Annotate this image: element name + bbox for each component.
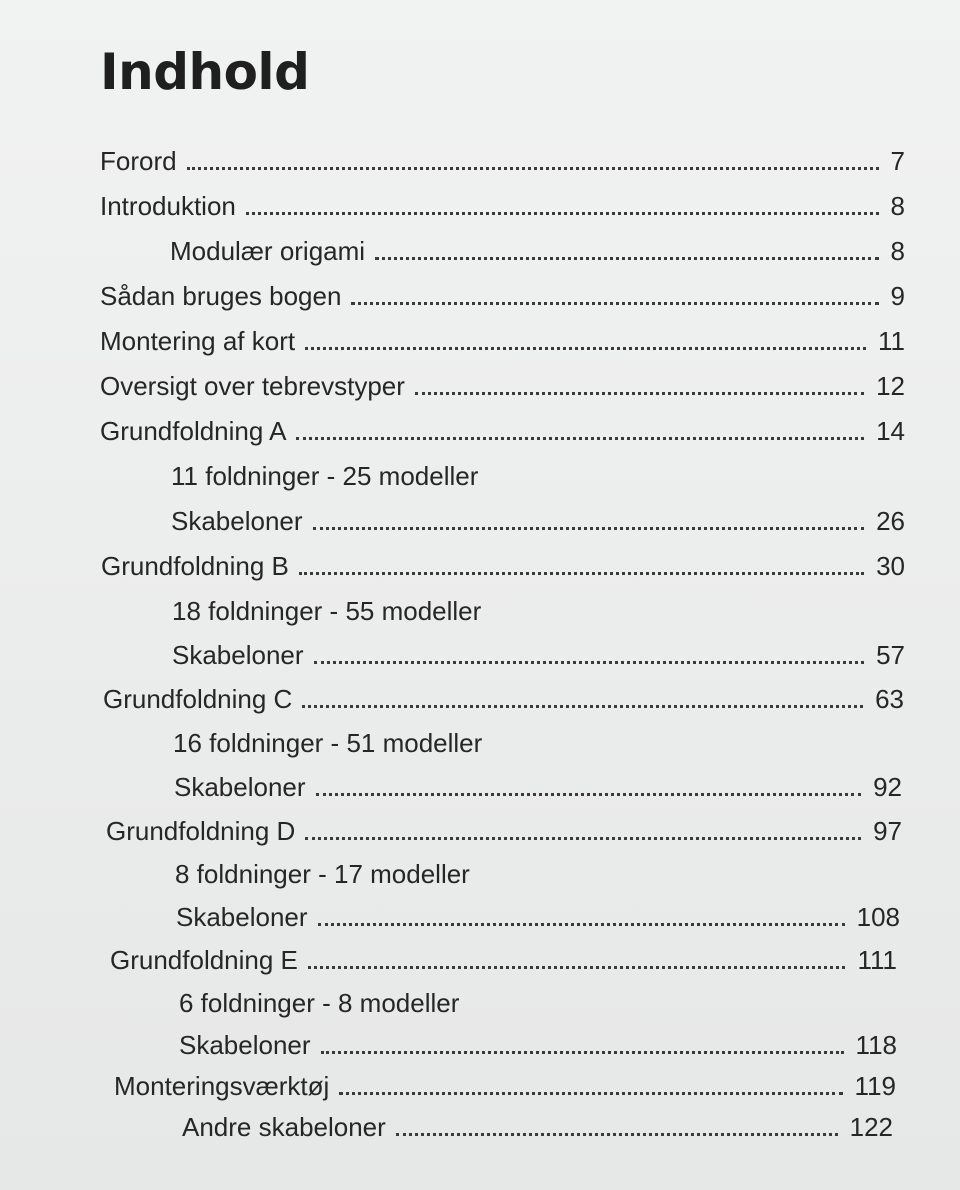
toc-entry-label: Oversigt over tebrevstyper <box>100 371 405 401</box>
toc-entry-grundfoldning-d[interactable] <box>106 813 902 849</box>
toc-entry-page: 11 <box>878 326 905 356</box>
toc-entry-label: Montering af kort <box>100 326 296 356</box>
toc-entry-skabeloner-c[interactable] <box>174 769 902 805</box>
toc-entry-page: 122 <box>849 1112 893 1142</box>
toc-subheading-b <box>172 593 491 629</box>
toc-entry-page: 97 <box>873 816 902 846</box>
page-title: Indhold <box>100 43 310 101</box>
toc-entry-forord[interactable] <box>100 143 905 179</box>
toc-entry-label: Forord <box>100 146 177 176</box>
toc-entry-label: Grundfoldning E <box>110 945 298 975</box>
toc-entry-grundfoldning-b[interactable] <box>101 548 905 584</box>
toc-entry-oversigt-over-tebrevstyper[interactable] <box>100 368 905 404</box>
toc-subheading-a <box>171 458 488 494</box>
toc-entry-skabeloner-d[interactable] <box>176 899 900 935</box>
toc-entry-label: Sådan bruges bogen <box>100 281 342 311</box>
toc-entry-page: 8 <box>890 236 905 266</box>
toc-subheading-label: 11 foldninger - 25 modeller <box>171 461 479 491</box>
toc-entry-modulaer-origami[interactable] <box>170 233 905 269</box>
toc-subheading-e <box>179 985 469 1021</box>
dot-leader <box>302 685 863 708</box>
toc-subheading-c <box>173 725 492 761</box>
toc-entry-page: 12 <box>876 371 905 401</box>
dot-leader <box>246 192 879 215</box>
toc-entry-page: 26 <box>876 506 905 536</box>
dot-leader <box>318 903 845 926</box>
toc-subheading-d <box>175 856 480 892</box>
toc-entry-label: Modulær origami <box>170 236 366 266</box>
toc-entry-page: 57 <box>876 640 905 670</box>
toc-entry-label: Skabeloner <box>174 772 306 802</box>
dot-leader <box>305 327 866 350</box>
toc-entry-label: Grundfoldning A <box>100 416 287 446</box>
toc-entry-skabeloner-b[interactable] <box>172 637 905 673</box>
dot-leader <box>314 641 865 664</box>
toc-entry-label: Skabeloner <box>176 902 308 932</box>
dot-leader <box>296 417 864 440</box>
toc-entry-introduktion[interactable] <box>100 188 905 224</box>
toc-entry-page: 119 <box>854 1071 896 1101</box>
toc-subheading-label: 18 foldninger - 55 modeller <box>172 596 482 626</box>
toc-entry-saadan-bruges-bogen[interactable] <box>100 278 905 314</box>
toc-entry-grundfoldning-e[interactable] <box>110 942 897 978</box>
toc-entry-page: 14 <box>876 416 905 446</box>
toc-entry-label: Skabeloner <box>179 1030 311 1060</box>
toc-entry-label: Skabeloner <box>171 506 303 536</box>
dot-leader <box>339 1072 842 1095</box>
toc-entry-page: 111 <box>857 945 897 975</box>
dot-leader <box>415 372 864 395</box>
dot-leader <box>375 237 878 260</box>
toc-entry-page: 8 <box>890 191 905 221</box>
toc-entry-label: Skabeloner <box>172 640 304 670</box>
toc-entry-montering-af-kort[interactable] <box>100 323 905 359</box>
toc-entry-page: 108 <box>856 902 900 932</box>
dot-leader <box>351 282 878 305</box>
toc-subheading-label: 6 foldninger - 8 modeller <box>179 988 460 1018</box>
toc-entry-label: Grundfoldning C <box>103 684 293 714</box>
dot-leader <box>396 1113 838 1136</box>
toc-entry-label: Monteringsværktøj <box>114 1071 330 1101</box>
toc-entry-page: 92 <box>873 772 902 802</box>
toc-entry-label: Andre skabeloner <box>182 1112 386 1142</box>
toc-subheading-label: 16 foldninger - 51 modeller <box>173 728 483 758</box>
dot-leader <box>316 773 862 796</box>
dot-leader <box>321 1031 844 1054</box>
toc-entry-page: 63 <box>875 684 904 714</box>
toc-entry-skabeloner-e[interactable] <box>179 1027 897 1063</box>
toc-entry-grundfoldning-c[interactable] <box>103 681 904 717</box>
dot-leader <box>299 552 864 575</box>
dot-leader <box>305 817 861 840</box>
toc-entry-monteringsvaerktoej[interactable] <box>114 1068 896 1104</box>
dot-leader <box>308 946 846 969</box>
toc-entry-label: Grundfoldning D <box>106 816 296 846</box>
dot-leader <box>187 147 879 170</box>
toc-entry-label: Introduktion <box>100 191 236 221</box>
dot-leader <box>313 507 865 530</box>
toc-entry-page: 7 <box>890 146 905 176</box>
toc-entry-page: 118 <box>855 1030 897 1060</box>
toc-entry-grundfoldning-a[interactable] <box>100 413 905 449</box>
toc-subheading-label: 8 foldninger - 17 modeller <box>175 859 470 889</box>
toc-entry-page: 30 <box>876 551 905 581</box>
toc-entry-page: 9 <box>890 281 905 311</box>
toc-entry-label: Grundfoldning B <box>101 551 289 581</box>
toc-entry-skabeloner-a[interactable] <box>171 503 905 539</box>
toc-entry-andre-skabeloner[interactable] <box>182 1109 893 1145</box>
